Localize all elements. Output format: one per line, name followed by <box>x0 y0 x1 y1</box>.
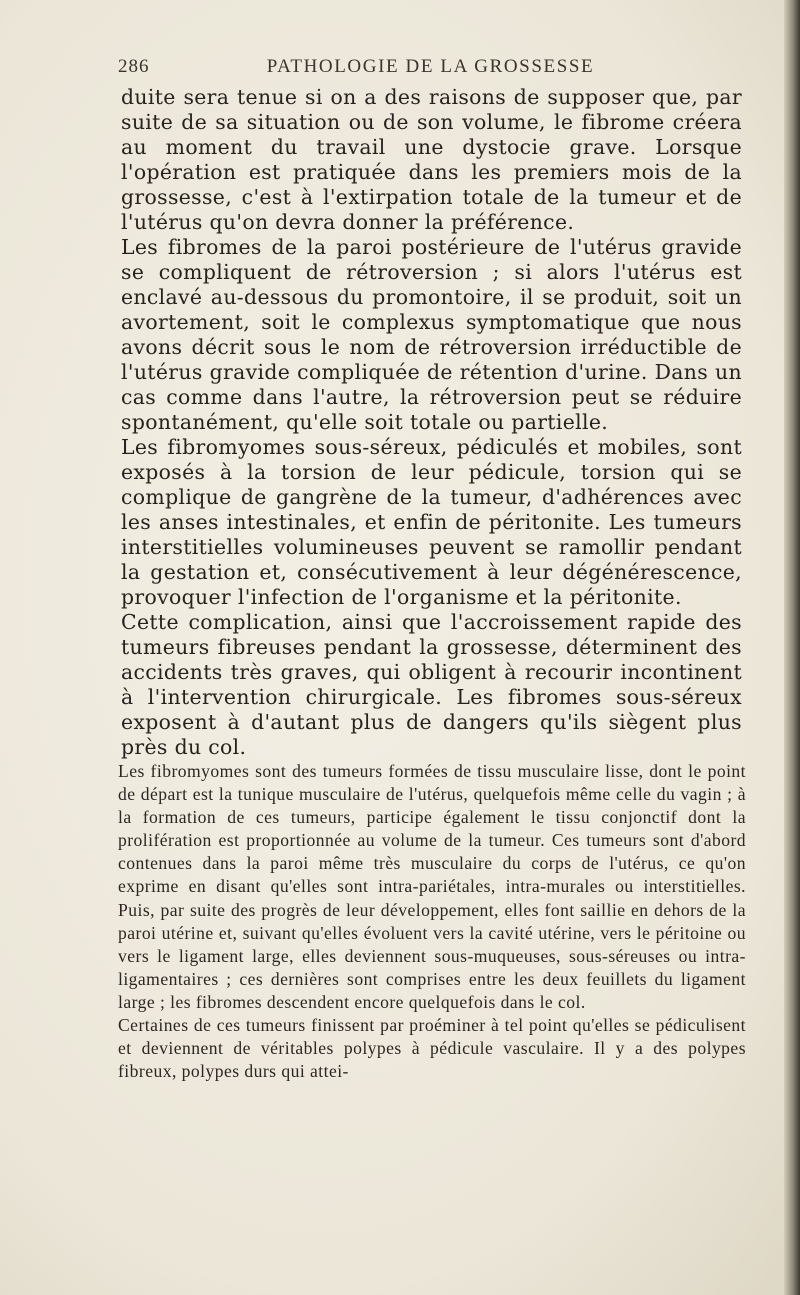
page-number: 286 <box>118 56 150 77</box>
note-paragraph: Les fibromyomes sont des tumeurs formées de tissu musculaire lisse, dont le point de départ est la tunique musculaire de l'utérus, quelquefois même celle du vagin ; à la formation de ces tumeurs, participe également le tissu conjonctif dont la prolifération est proportionnée au volume de la tumeur. Ces tumeurs sont d'abord contenues dans la paroi même très musculaire du corps de l'utérus, ce qu'on exprime en disant qu'elles sont intra-pariétales, intra-murales ou interstitielles. Puis, par suite des progrès de leur développement, elles font saillie en dehors de la paroi utérine et, suivant qu'elles évoluent vers la cavité utérine, vers le péritoine ou vers le ligament large, elles deviennent sous-muqueuses, sous-séreuses ou intra-ligamentaires ; ces dernières sont comprises entre les deux feuillets du ligament large ; les fibromes descendent encore quelquefois dans le col. <box>118 761 746 1012</box>
note-paragraph: Certaines de ces tumeurs finissent par proéminer à tel point qu'elles se pédiculisent et deviennent de véritables polypes à pédicule vasculaire. Il y a des polypes fibreux, polypes durs qui attei- <box>118 1015 746 1082</box>
main-text-block <box>121 85 742 760</box>
main-paragraph: Les fibromyomes sous-séreux, pédiculés et mobiles, sont exposés à la torsion de leur pédicule, torsion qui se complique de gangrène de la tumeur, d'adhérences avec les anses intestinales, et enfin de péritonite. Les tumeurs interstitielles volumineuses peuvent se ramollir pendant la gestation et, consécutivement à leur dégénérescence, provoquer l'infection de l'organisme et la péritonite. <box>121 435 742 609</box>
book-binding-edge <box>784 0 800 1295</box>
page-header <box>118 56 743 84</box>
main-paragraph: Les fibromes de la paroi postérieure de l'utérus gravide se compliquent de rétroversion ; si alors l'utérus est enclavé au-dessous du promontoire, il se produit, soit un avortement, soit le complexus symptomatique que nous avons décrit sous le nom de rétroversion irréductible de l'utérus gravide compliquée de rétention d'urine. Dans un cas comme dans l'autre, la rétroversion peut se réduire spontanément, qu'elle soit totale ou partielle. <box>121 235 742 434</box>
main-paragraph: duite sera tenue si on a des raisons de supposer que, par suite de sa situation ou de son volume, le fibrome créera au moment du travail une dystocie grave. Lorsque l'opération est pratiquée dans les premiers mois de la grossesse, c'est à l'extirpation totale de la tumeur et de l'utérus qu'on devra donner la préférence. <box>121 85 742 234</box>
small-print-note-block <box>118 760 746 1083</box>
running-title: PATHOLOGIE DE LA GROSSESSE <box>266 56 595 77</box>
main-paragraph: Cette complication, ainsi que l'accroissement rapide des tumeurs fibreuses pendant la grossesse, déterminent des accidents très graves, qui obligent à recourir incontinent à l'intervention chirurgicale. Les fibromes sous-séreux exposent à d'autant plus de dangers qu'ils siègent plus près du col. <box>121 610 742 759</box>
